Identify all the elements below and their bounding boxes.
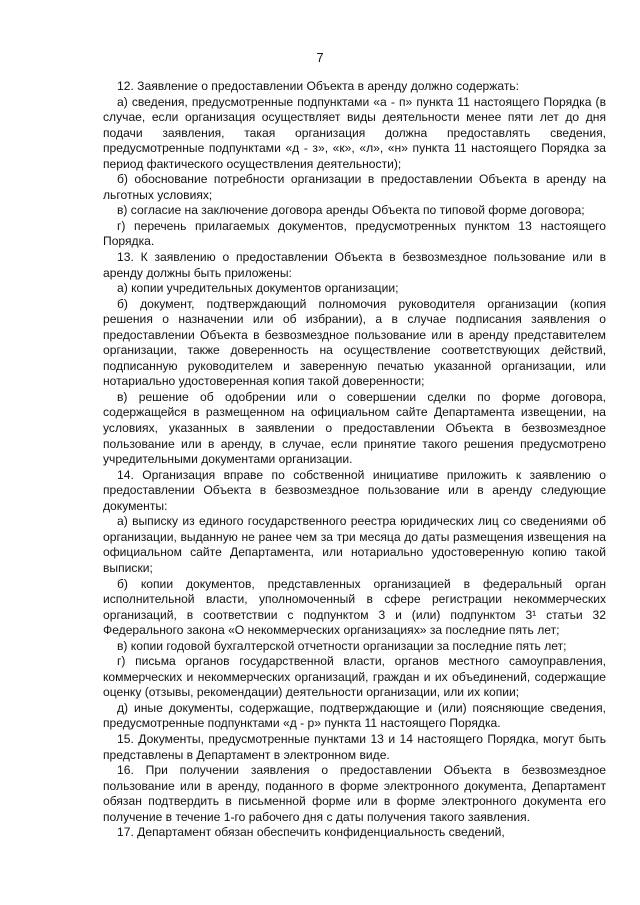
paragraph: в) решение об одобрении или о совершении сделки по форме договора, содержащейся в размещенном на официальном сайте Департамента извещении, на условиях, указанных в заявлении о предоставлении Объекта в безвозмездное пользование или в аренду, в случае, если принятие такого решения предусмотрено учредительными документами организации.: [103, 389, 606, 467]
paragraph: 17. Департамент обязан обеспечить конфиденциальность сведений,: [117, 825, 505, 840]
paragraph: 14. Организация вправе по собственной инициативе приложить к заявлению о предоставлении Объекта в безвозмездное пользование или в аренду следующие документы:: [103, 467, 606, 513]
paragraph: 16. При получении заявления о предоставлении Объекта в безвозмездное пользование или в аренду, поданного в форме электронного документа, Департамент обязан подтвердить в письменной форме или в форме электронного документа его получение в течение 1-го рабочего дня с даты получения такого заявления.: [103, 763, 606, 824]
paragraph: 13. К заявлению о предоставлении Объекта в безвозмездное пользование или в аренду должны быть приложены:: [103, 250, 606, 280]
paragraph: а) сведения, предусмотренные подпунктами «а - п» пункта 11 настоящего Порядка (в случае, если организация осуществляет виды деятельности менее пяти лет до дня подачи заявления, такая организация должна предоставлять сведения, предусмотренные подпунктами «д - з», «к», «л», «н» пункта 11 настоящего Порядка за период фактического осуществления деятельности);: [103, 94, 606, 171]
paragraph: б) копии документов, представленных организацией в федеральный орган исполнительной власти, уполномоченный в сфере регистрации некоммерческих организаций, в соответствии с подпунктом 3 и (или) подпунктом 3¹ статьи 32 Федерального закона «О некоммерческих организациях» за последние пять лет;: [103, 576, 606, 638]
document-body: [103, 79, 606, 841]
page-number: 7: [316, 50, 324, 65]
paragraph: б) обоснование потребности организации в предоставлении Объекта в аренду на льготных условиях;: [103, 172, 606, 202]
paragraph: д) иные документы, содержащие, подтверждающие и (или) поясняющие сведения, предусмотренные подпунктами «д - р» пункта 11 настоящего Порядка.: [103, 700, 606, 731]
paragraph: г) письма органов государственной власти, органов местного самоуправления, коммерческих и некоммерческих организаций, граждан и их объединений, содержащие оценку (отзывы, рекомендации) деятельности организации, или их копии;: [103, 654, 606, 700]
paragraph: в) копии годовой бухгалтерской отчетности организации за последние пять лет;: [117, 638, 567, 653]
paragraph: 12. Заявление о предоставлении Объекта в аренду должно содержать:: [117, 79, 520, 93]
paragraph: 15. Документы, предусмотренные пунктами 13 и 14 настоящего Порядка, могут быть представлены в Департамент в электронном виде.: [103, 731, 606, 762]
paragraph: а) выписку из единого государственного реестра юридических лиц со сведениями об организации, выданную не ранее чем за три месяца до даты размещения извещения на официальном сайте Департамента, или нотариально удостоверенную копию такой выписки;: [103, 514, 606, 575]
paragraph: г) перечень прилагаемых документов, предусмотренных пунктом 13 настоящего Порядка.: [103, 218, 606, 249]
paragraph: б) документ, подтверждающий полномочия руководителя организации (копия решения о назначении или об избрании), а в случае подписания заявления о предоставлении Объекта в безвозмездное пользование или в аренду представителем организации, также доверенность на осуществление соответствующих действий, подписанную руководителем и заверенную печатью указанной организации, или нотариально удостоверенная копия такой доверенности;: [103, 296, 606, 389]
paragraph: в) согласие на заключение договора аренды Объекта по типовой форме договора;: [117, 203, 585, 218]
paragraph: а) копии учредительных документов организации;: [117, 281, 399, 296]
